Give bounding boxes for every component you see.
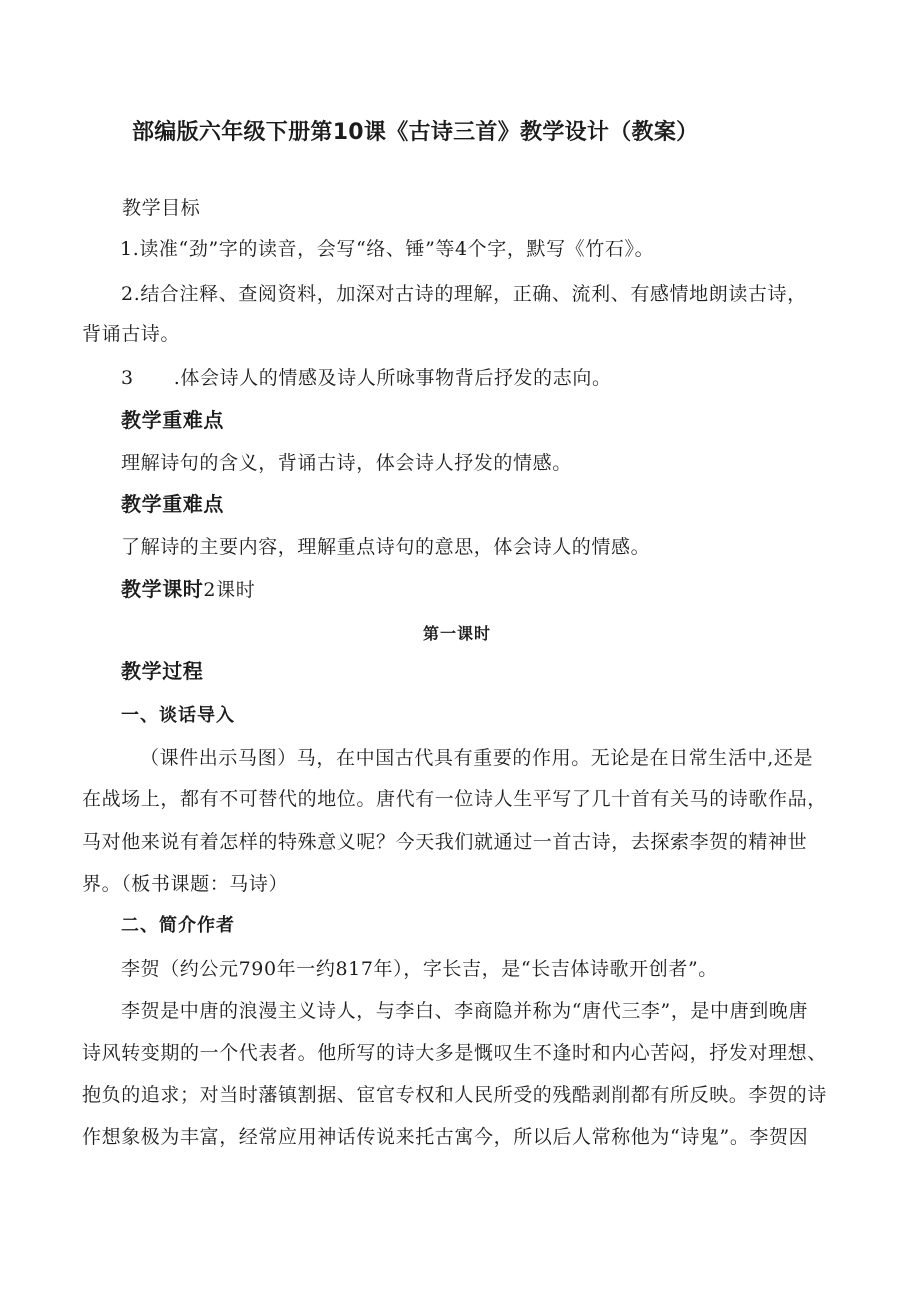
goal-2-line-2: 背诵古诗。 — [82, 323, 181, 345]
key-points-text-1: 理解诗句的含义，背诵古诗，体会诗人抒发的情感。 — [121, 452, 572, 474]
teaching-hours-label: 教学课时 — [121, 577, 204, 601]
section-1-paragraph-line-3: 马对他来说有着怎样的特殊意义呢？今天我们就通过一首古诗，去探索李贺的精神世 — [82, 831, 808, 853]
section-1-heading: 一、谈话导入 — [121, 705, 235, 726]
goal-1: 1.读准“劲”字的读音，会写“络、锤”等4个字，默写《竹石》。 — [120, 238, 655, 260]
section-2-paragraph-1: 李贺（约公元790年一约817年），字长吉，是“长吉体诗歌开创者”。 — [121, 958, 718, 980]
section-1-paragraph-line-2: 在战场上，都有不可替代的地位。唐代有一位诗人生平写了几十首有关马的诗歌作品， — [82, 788, 827, 810]
goals-heading: 教学目标 — [122, 197, 201, 219]
lesson-heading: 第一课时 — [423, 624, 492, 643]
teaching-hours-value: 2课时 — [203, 579, 256, 601]
process-heading: 教学过程 — [121, 659, 204, 683]
section-2-paragraph-2-line-4: 作想象极为丰富，经常应用神话传说来托古寓今，所以后人常称他为“诗鬼”。李贺因 — [82, 1126, 809, 1148]
teaching-hours — [121, 577, 255, 602]
section-2-paragraph-2-line-3: 抱负的追求；对当时藩镇割据、宦官专权和人民所受的残酷剥削都有所反映。李贺的诗 — [82, 1084, 827, 1106]
section-1-paragraph-line-1: （课件出示马图）马，在中国古代具有重要的作用。无论是在日常生活中,还是 — [140, 747, 814, 769]
section-2-paragraph-2-line-1: 李贺是中唐的浪漫主义诗人，与李白、李商隐并称为“唐代三李”，是中唐到晚唐 — [121, 1000, 809, 1022]
section-2-paragraph-2-line-2: 诗风转变期的一个代表者。他所写的诗大多是慨叹生不逢时和内心苦闷，抒发对理想、 — [82, 1042, 827, 1064]
key-points-text-2: 了解诗的主要内容，理解重点诗句的意思，体会诗人的情感。 — [121, 536, 651, 558]
key-points-heading-1: 教学重难点 — [121, 408, 224, 432]
goal-3 — [121, 366, 612, 390]
document-title: 部编版六年级下册第10课《古诗三首》教学设计（教案） — [132, 120, 699, 145]
key-points-heading-2: 教学重难点 — [121, 492, 224, 516]
goal-3-text: .体会诗人的情感及诗人所咏事物背后抒发的志向。 — [173, 367, 612, 389]
section-2-heading: 二、简介作者 — [121, 915, 235, 936]
goal-3-number: 3 — [121, 367, 134, 389]
goal-2-line-1: 2.结合注释、查阅资料，加深对古诗的理解，正确、流利、有感情地朗读古诗， — [121, 283, 807, 305]
section-1-paragraph-line-4: 界。（板书课题：马诗） — [82, 873, 289, 895]
